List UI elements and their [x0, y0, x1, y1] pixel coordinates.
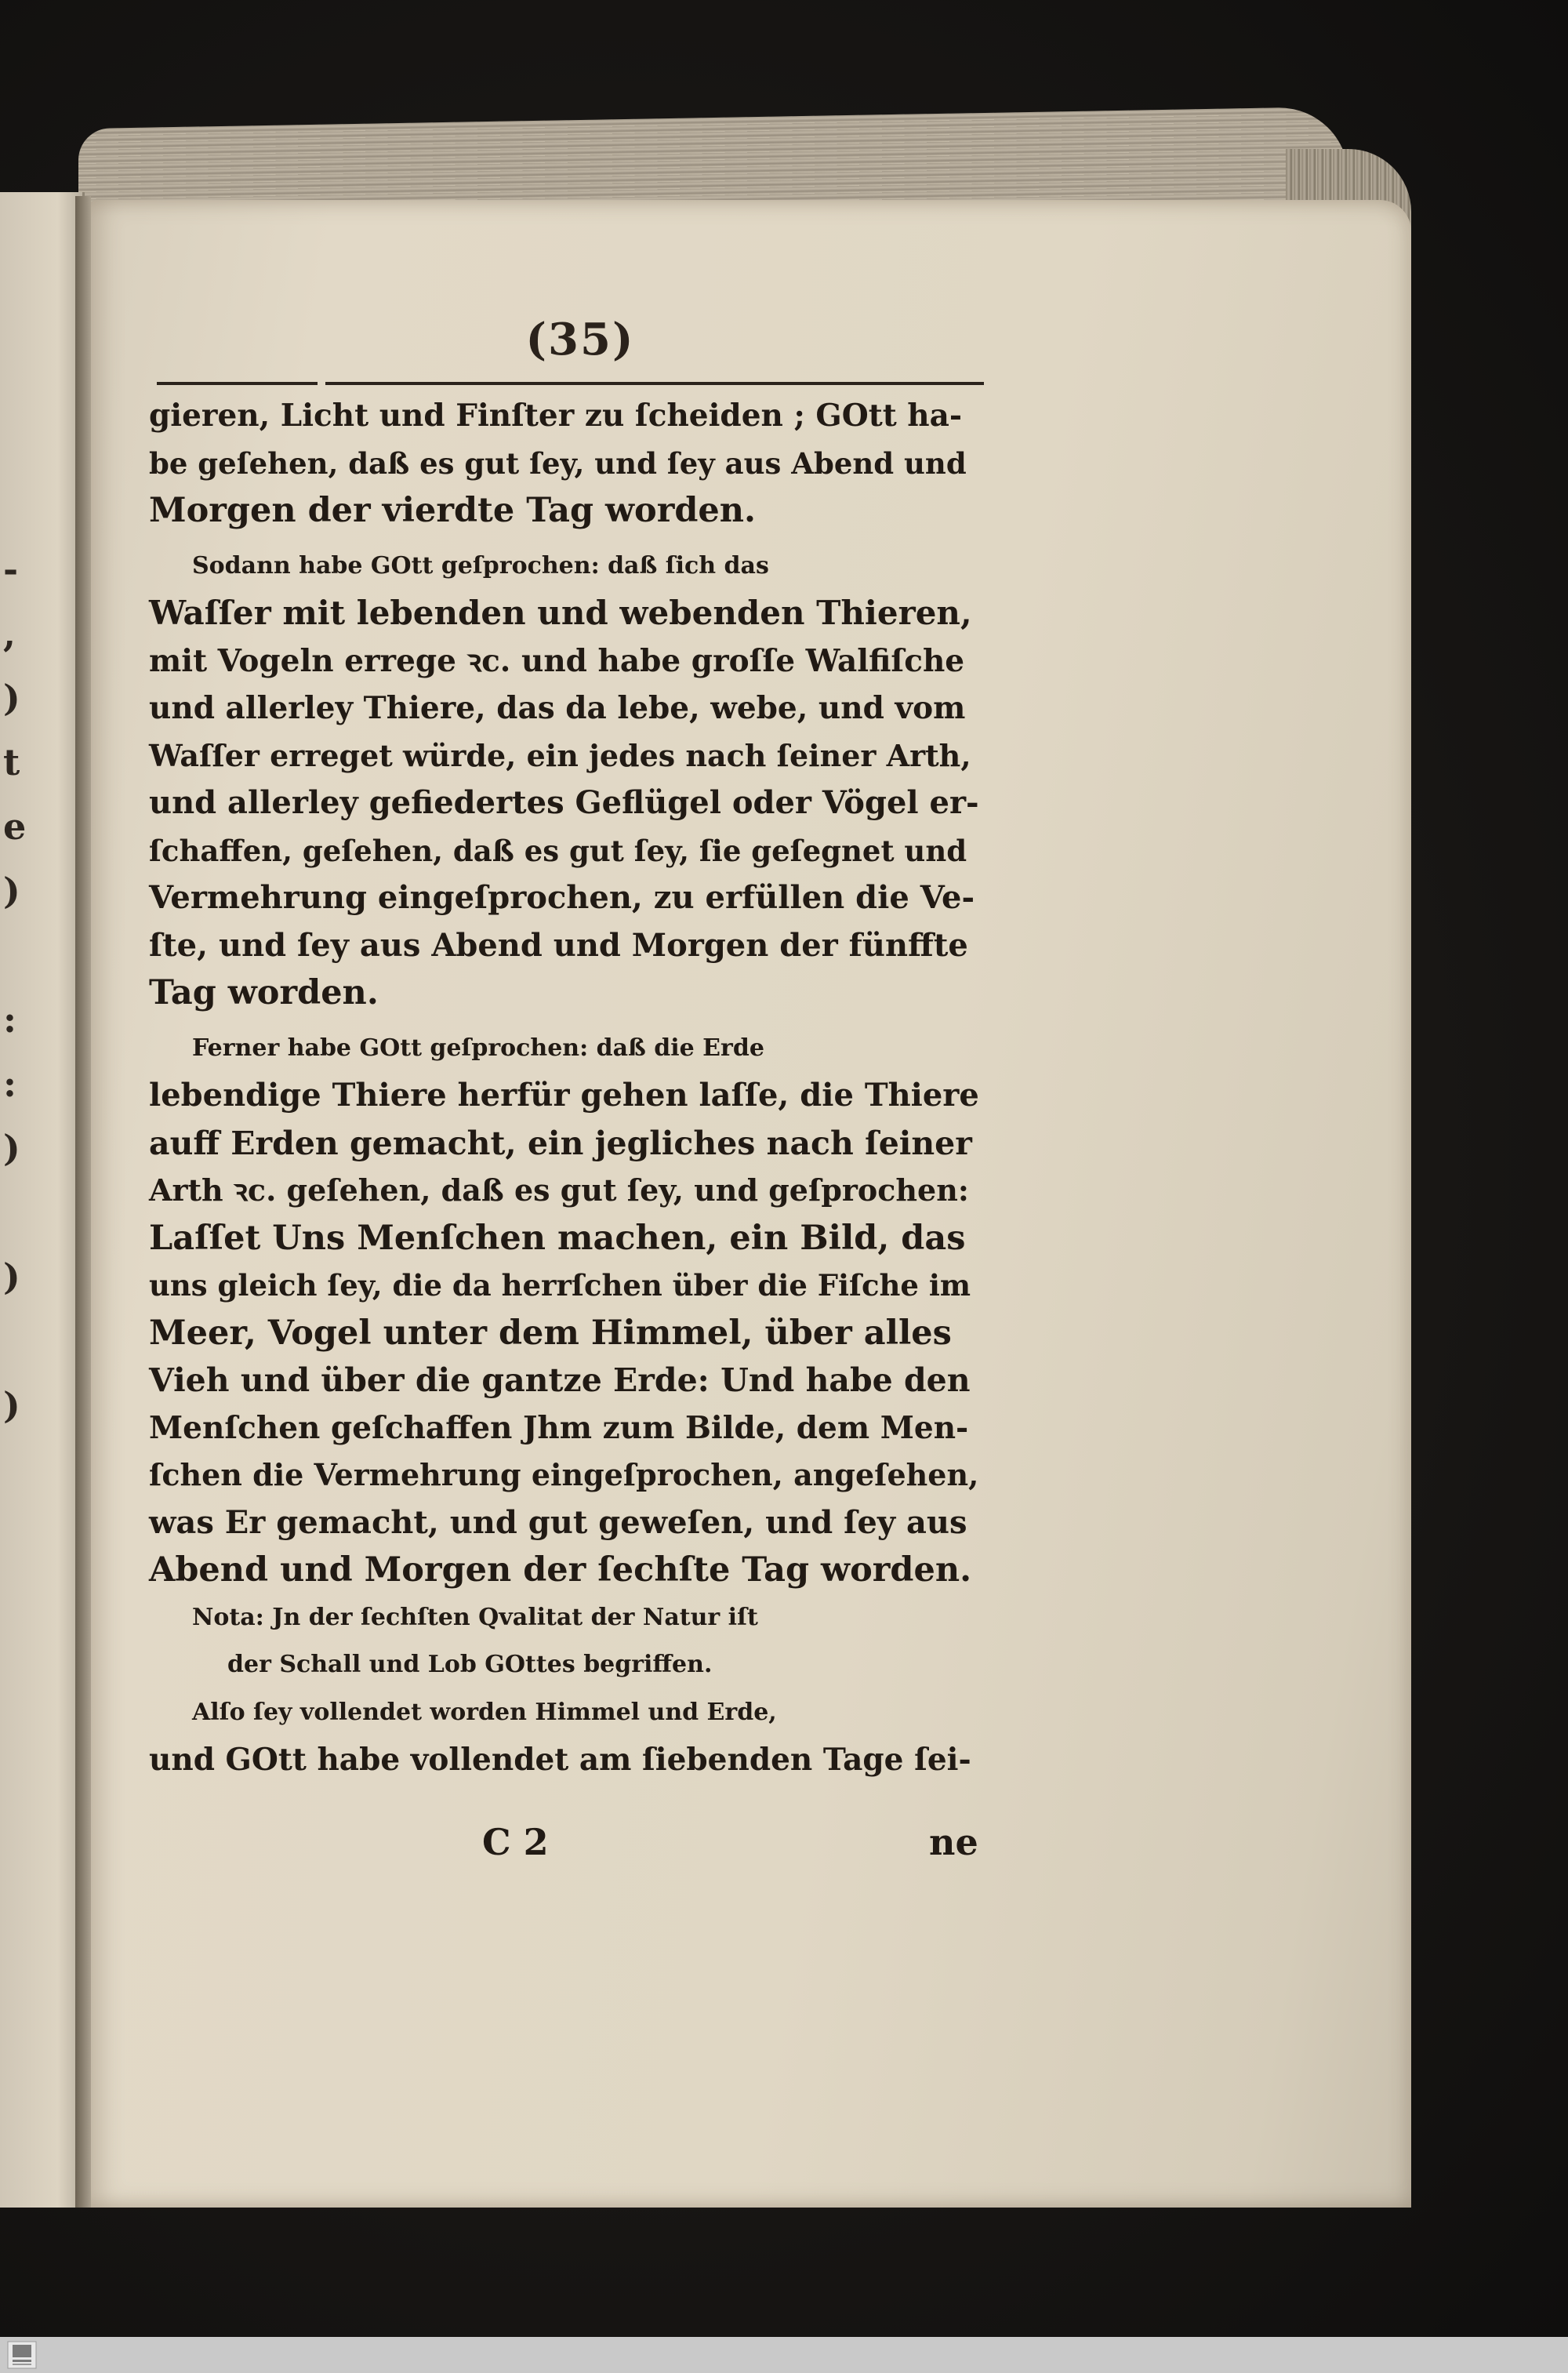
text-line: Morgen der vierdte Tag worden.	[149, 491, 757, 530]
text-line: lebendige Thiere herfür gehen laſſe, die Thiere	[149, 1077, 979, 1114]
text-line: ſte, und ſey aus Abend und Morgen der fünffte	[149, 926, 968, 964]
text-line: uns gleich ſey, die da herrſchen über die Fiſche im	[149, 1268, 971, 1303]
text-line: Arth ꝛc. geſehen, daß es gut ſey, und geſprochen:	[149, 1172, 969, 1208]
text-line: auff Erden gemacht, ein jegliches nach ſeiner	[149, 1124, 972, 1162]
text-line: der Schall und Lob GOttes begriffen.	[227, 1651, 713, 1678]
text-line: gieren, Licht und Finſter zu ſcheiden ; GOtt ha-	[149, 398, 963, 434]
paragraph-gap	[149, 1017, 980, 1025]
text-line: Laſſet Uns Menſchen machen, ein Bild, das	[149, 1218, 966, 1258]
catchword: ne	[929, 1821, 978, 1863]
text-line: ſchaffen, geſehen, daß es gut ſey, ſie geſegnet und	[149, 833, 967, 868]
left-page-edge	[0, 192, 85, 2208]
viewer-bottom-bar	[0, 2337, 1568, 2373]
left-margin-marks: - , ) t e ) : : ) ) )	[3, 548, 27, 1426]
header-rule-right	[325, 382, 984, 385]
text-line: was Er gemacht, und gut geweſen, und ſey aus	[149, 1503, 967, 1541]
signature-mark: C 2	[482, 1821, 549, 1863]
text-line: und allerley gefiedertes Geflügel oder Vögel er-	[149, 784, 979, 821]
text-line: und allerley Thiere, das da lebe, webe, und vom	[149, 690, 966, 726]
library-logo-icon	[6, 2340, 38, 2370]
page-number: (35)	[525, 314, 635, 365]
header-rule-left	[157, 382, 318, 385]
text-line: be geſehen, daß es gut ſey, und ſey aus Abend und	[149, 445, 967, 481]
text-line: Vermehrung eingeſprochen, zu erfüllen die Ve-	[149, 879, 975, 916]
text-line: Abend und Morgen der ſechſte Tag worden.	[149, 1550, 972, 1590]
text-line: Alſo ſey vollendet worden Himmel und Erde,	[192, 1698, 777, 1726]
page-gutter	[75, 196, 91, 2208]
text-line: Menſchen geſchaffen Jhm zum Bilde, dem Men-	[149, 1409, 969, 1446]
text-line: Tag worden.	[149, 973, 379, 1012]
text-line: mit Vogeln errege ꝛc. und habe groſſe Walfiſche	[149, 642, 965, 679]
text-line: Sodann habe GOtt geſprochen: daß ſich das	[192, 551, 769, 580]
text-line: Vieh und über die gantze Erde: Und habe den	[149, 1361, 971, 1399]
text-line: Waſſer erreget würde, ein jedes nach ſeiner Arth,	[149, 737, 971, 773]
text-line: Ferner habe GOtt geſprochen: daß die Erde	[192, 1034, 764, 1062]
text-line: ſchen die Vermehrung eingeſprochen, angeſehen,	[149, 1457, 979, 1492]
text-block	[149, 392, 980, 1784]
paragraph-gap	[149, 535, 980, 543]
text-line: Waſſer mit lebenden und webenden Thieren,	[149, 594, 972, 632]
text-line: Meer, Vogel unter dem Himmel, über alles	[149, 1313, 952, 1353]
text-line: Nota: Jn der ſechſten Qvalitat der Natur iſt	[192, 1603, 758, 1631]
text-line: und GOtt habe vollendet am ſiebenden Tage ſei-	[149, 1742, 971, 1778]
